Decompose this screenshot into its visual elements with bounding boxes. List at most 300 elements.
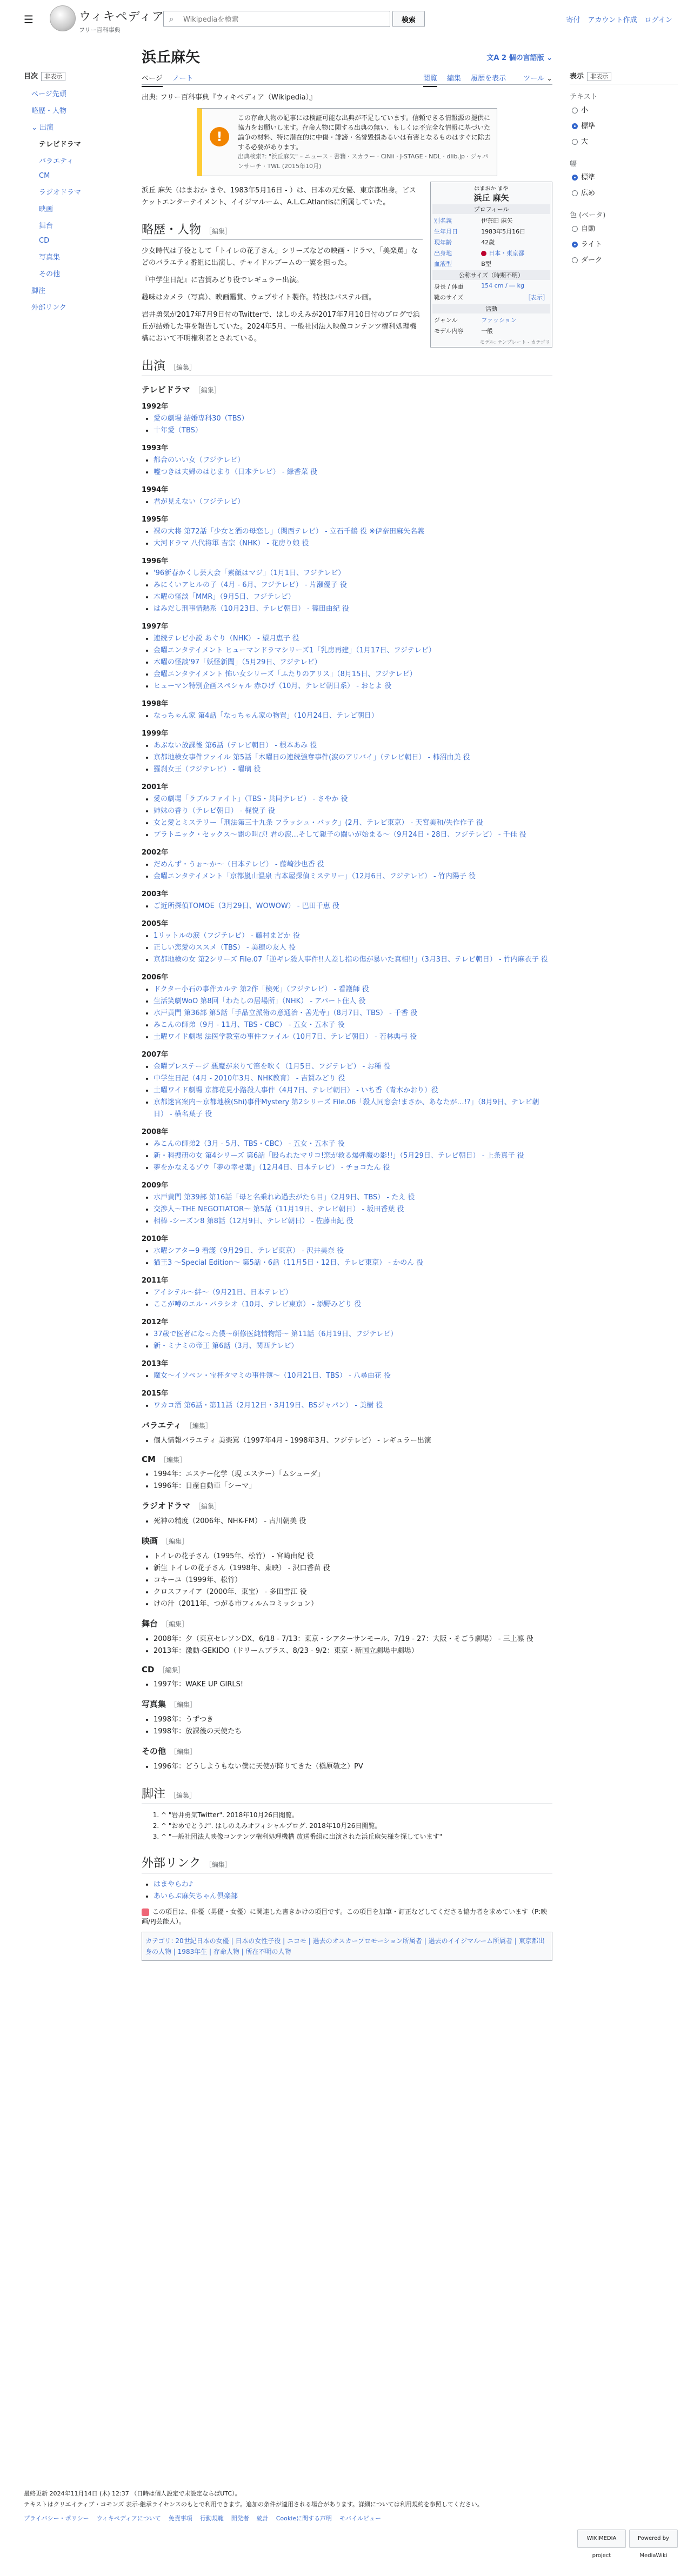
credit-item[interactable]: • 金曜プレステージ 悪魔が来りて笛を吹く（1月5日、フジテレビ） - お種 役 — [154, 1061, 552, 1073]
notice-text: この存命人物の記事には検証可能な出典が不足しています。信頼できる情報源の提供に協力をお願いします。存命人物に関する出典の無い、もしくは不完全な情報に基づいた論争の材料、特に潜在的に中傷・誹謗・名誉毀損あるいは有害となるものはすぐに除去する必要があります。 — [238, 114, 491, 151]
credit-item[interactable]: • 京都迷宮案内～京都地検(Shi)事件Mystery 第2シリーズ File.06「殺人同窓会!まさか、あなたが…!?」（8月9日、テレビ朝日） - 横名葉子 役 — [154, 1097, 552, 1120]
credit-list — [142, 413, 552, 437]
credit-item[interactable]: • ご近所探偵TOMOE（3月29日、WOWOW） - 巴田千恵 役 — [154, 900, 552, 912]
credit-list — [142, 1370, 552, 1382]
credit-list — [142, 793, 552, 841]
credit-item: • 1996年：日産自動車「シーマ」 — [154, 1480, 552, 1492]
year-heading: 2008年 — [142, 1128, 169, 1136]
maintenance-notice — [197, 108, 497, 176]
toc-item[interactable]: 略歴・人物 — [31, 107, 67, 115]
infobox-key: モデル内容 — [434, 328, 464, 335]
toc-header — [24, 70, 99, 81]
infobox-kana: はまおか まや — [474, 186, 509, 192]
text-size-large[interactable] — [572, 136, 678, 146]
edit-section-link[interactable]: ［編集］ — [170, 1748, 197, 1756]
section-heading-appearances — [142, 357, 552, 376]
credit-item[interactable]: • 水戸黄門 第39部 第16話「母と名乗れぬ過去がたら目」（2月9日、TBS） - たえ 役 — [154, 1192, 552, 1204]
warning-icon: ! — [210, 127, 229, 146]
section-heading-notes — [142, 1785, 552, 1804]
credit-list — [142, 1329, 552, 1352]
footer-link[interactable]: Cookieに関する声明 — [276, 2515, 332, 2522]
color-label: 色 (ベータ) — [570, 211, 606, 219]
credit-item: • 2008年：夕（東京セレソンDX、6/18 - 7/13：東京・シアターサンモール、7/19 - 27：大阪・そごう劇場） - 三上凛 役 — [154, 1633, 552, 1645]
subsection-heading-tv — [142, 384, 552, 395]
toc-item[interactable]: 外部リンク — [31, 304, 66, 312]
subsection-heading-radio — [142, 1500, 552, 1511]
year-heading: 1996年 — [142, 557, 169, 565]
year-heading: 1994年 — [142, 486, 169, 494]
heading-text: 写真集 — [142, 1699, 166, 1709]
credit-item[interactable]: • 正しい恋愛のススメ（TBS） - 美穂の友人 役 — [154, 942, 552, 954]
credit-list — [142, 1761, 552, 1773]
infobox-value-text[interactable]: 日本・東京都 — [489, 250, 525, 257]
bio-paragraph: 岩井勇気が2017年7月9日付のTwitterで、はしのえみが2017年7月10日付のブログで浜丘が結婚した事を報告していた。2024年5月、一般社団法人映像コンテンツ権利処理機構において不明権利者とされている。 — [142, 311, 420, 343]
infobox — [430, 182, 552, 348]
infobox-key: 現年齢 — [434, 239, 452, 246]
credit-item[interactable]: • 十年愛（TBS） — [154, 425, 552, 437]
year-heading: 1993年 — [142, 444, 169, 452]
toc-item[interactable]: 脚注 — [31, 287, 46, 295]
infobox-row — [432, 325, 550, 336]
credit-item[interactable]: • アイシテル～絆～（9月21日、日本テレビ） — [154, 1287, 552, 1299]
credit-list — [142, 455, 552, 478]
bio-paragraph: 少女時代は子役として「トイレの花子さん」シリーズなどの映画・ドラマ、「美楽罵」などのバラエティ番組に出演し、チャイドルブームの一翼を担った。 — [142, 247, 418, 267]
credit-item[interactable]: • 女と愛とミステリー「刑法第三十九条 フラッシュ・バック」(2月、テレビ東京） - 天宮美和/失作作子 役 — [154, 817, 552, 829]
year-heading: 2009年 — [142, 1182, 169, 1190]
reference-item[interactable]: 2. ^ "おめでとう♪". はしのえみオフィシャルブログ. 2018年10月26日閲覧。 — [161, 1820, 552, 1831]
color-dark[interactable] — [572, 254, 678, 264]
tab-read[interactable]: 閲覧 — [423, 75, 437, 87]
infobox-row — [432, 226, 550, 237]
credit-item[interactable]: • 中学生日記（4月 - 2010年3月、NHK教育） - 吉賀みどり 役 — [154, 1073, 552, 1085]
credit-list — [142, 1245, 552, 1269]
credit-list — [142, 1551, 552, 1610]
section-heading-bio — [142, 221, 423, 240]
credit-item[interactable]: • 愛の劇場 結婚専科30（TBS） — [154, 413, 552, 425]
references-list — [142, 1810, 552, 1842]
credit-item: • トイレの花子さん（1995年、松竹） - 宮崎由紀 役 — [154, 1551, 552, 1563]
credit-item[interactable]: • はみだし刑事情熱系（10月23日、テレビ朝日） - 篠田由紀 役 — [154, 603, 552, 615]
credit-item[interactable]: • みにくいアヒルの子（4月 - 6月、フジテレビ） - 片瀬優子 役 — [154, 579, 552, 591]
credit-item[interactable]: • 猫王3 ～Special Edition～ 第5話・6話（11月5日・12日、テレビ東京） - かのん 役 — [154, 1257, 552, 1269]
bio-paragraph: 『中学生日記』に吉賀みどり役でレギュラー出演。 — [142, 276, 304, 284]
notice-search-links[interactable]: 出典検索?: "浜丘麻矢" – ニュース · 書籍 · スカラー · CiNii · J-STAGE · NDL · dlib.jp · ジャパンサーチ · TWL (2015年10月) — [238, 153, 489, 170]
infobox-row — [432, 248, 550, 258]
credit-item[interactable]: • 木曜の怪談「MMR」（9月5日、フジテレビ） — [154, 591, 552, 603]
heading-text: ラジオドラマ — [142, 1501, 191, 1511]
appearance-panel — [570, 70, 678, 270]
subsection-heading-cd — [142, 1665, 552, 1674]
credit-item[interactable]: • 水曜シアター9 看護（9月29日、テレビ東京） - 沢井美奈 役 — [154, 1245, 552, 1257]
color-auto[interactable] — [572, 223, 678, 233]
infobox-section: プロフィール — [432, 204, 550, 214]
credit-item[interactable]: • 連続テレビ小説 あぐり（NHK） - 望月恵子 役 — [154, 633, 552, 645]
credit-list — [142, 900, 552, 912]
year-heading: 1995年 — [142, 516, 169, 524]
site-wordmark[interactable] — [79, 8, 164, 34]
footer-link[interactable]: モバイルビュー — [339, 2515, 382, 2522]
width-wide[interactable] — [572, 187, 678, 197]
edit-section-link[interactable]: ［編集］ — [194, 386, 221, 394]
credit-item: • 1998年：放課後の天使たち — [154, 1726, 552, 1738]
search-icon: ⌕ — [169, 14, 174, 24]
edit-section-link[interactable]: ［編集］ — [205, 1861, 231, 1868]
credit-list — [142, 1469, 552, 1492]
infobox-key: 生年月日 — [434, 228, 458, 235]
heading-text: バラエティ — [142, 1420, 182, 1430]
credit-item[interactable]: • なっちゃん家 第4話「なっちゃん家の物置」（10月24日、テレビ朝日） — [154, 710, 552, 722]
year-heading: 2015年 — [142, 1390, 169, 1398]
main-menu-icon[interactable]: ☰ — [24, 13, 34, 26]
infobox-table — [432, 215, 550, 269]
credit-item[interactable]: • 金曜エンタテイメント ヒューマンドラマシリーズ1「乳房再建」（1月17日、フジテレビ） — [154, 645, 552, 657]
appearance-title: 表示 — [570, 72, 584, 81]
toc-hide-button[interactable]: 非表示 — [41, 72, 65, 81]
infobox-value: 伊奈田 麻矢 — [481, 217, 513, 224]
footer-link[interactable]: プライバシー・ポリシー — [24, 2515, 89, 2522]
option-label: 大 — [581, 138, 589, 146]
category-box[interactable]: カテゴリ: 20世紀日本の女優 | 日本の女性子役 | ニコモ | 過去のオスカープロモーション所属者 | 過去のイイジマルーム所属者 | 東京都出身の人物 | 1983年生 | 存命人物 | 所在不明の人物 — [142, 1932, 552, 1961]
credit-item: • 1998年：うずつき — [154, 1714, 552, 1726]
year-heading: 2005年 — [142, 920, 169, 928]
subsection-heading-movie — [142, 1535, 552, 1546]
infobox-row — [432, 292, 550, 303]
credit-item[interactable]: • 京都地検の女 第2シリーズ File.07「逆ギレ殺人事件!!人差し指の傷が暴いた真相!!」（3月3日、テレビ朝日） - 竹内麻衣子 役 — [154, 954, 552, 966]
credit-list — [142, 740, 552, 776]
infobox-template-links[interactable]: モデル: テンプレート - カテゴリ — [479, 340, 550, 345]
credit-item[interactable]: • ドクター小石の事件カルテ 第2作「検死」（フジテレビ） - 看護師 役 — [154, 984, 552, 996]
external-link[interactable]: • あいらぶ麻矢ちゃん倶楽部 — [154, 1891, 552, 1903]
option-label: 小 — [581, 106, 589, 115]
heading-text: その他 — [142, 1746, 166, 1756]
article-body — [142, 45, 552, 1961]
toc-item[interactable]: バラエティ — [39, 157, 74, 165]
heading-text: 略歴・人物 — [142, 223, 202, 237]
credit-item: • 1994年：エステー化学（現 エステー）「ムシューダ」 — [154, 1469, 552, 1480]
language-button[interactable]: 文A 2 個の言語版 ⌄ — [486, 54, 552, 62]
edit-section-link[interactable]: ［編集］ — [185, 1422, 212, 1430]
toc-item[interactable]: 写真集 — [39, 253, 61, 262]
color-light[interactable] — [572, 238, 678, 249]
year-heading: 1998年 — [142, 700, 169, 708]
site-header — [0, 0, 694, 38]
year-heading: 1997年 — [142, 623, 169, 631]
license-text: テキストはクリエイティブ・コモンズ 表示-継承ライセンスのもとで利用できます。追加の条件が適用される場合があります。詳細については利用規約を参照してください。 — [24, 2501, 483, 2508]
infobox-key: ジャンル — [434, 317, 458, 324]
subsection-heading-cm — [142, 1454, 552, 1464]
credit-list — [142, 1714, 552, 1738]
infobox-value — [479, 248, 550, 258]
create-account-link[interactable]: アカウント作成 — [588, 16, 637, 24]
credit-item[interactable]: • 夢をかなえるゾウ「夢の幸せ薬」（12月4日、日本テレビ） - チョコたん 役 — [154, 1162, 552, 1174]
credit-list — [142, 568, 552, 615]
donate-link[interactable]: 寄付 — [566, 16, 580, 24]
infobox-row — [432, 237, 550, 248]
tab-history[interactable]: 履歴を表示 — [471, 75, 506, 83]
infobox-measure-table — [432, 281, 550, 303]
credit-item: • 1997年：WAKE UP GIRLS! — [154, 1679, 552, 1691]
credit-item[interactable]: • 交渉人～THE NEGOTIATOR～ 第5話（11月19日、テレビ朝日） - 坂田香葉 役 — [154, 1204, 552, 1216]
edit-section-link[interactable]: ［編集］ — [170, 1701, 197, 1709]
footer — [24, 2488, 672, 2524]
page-tabs — [142, 68, 552, 85]
year-heading: 2010年 — [142, 1235, 169, 1243]
credit-item[interactable]: • 新・ミナミの帝王 第6話（3月、関西テレビ） — [154, 1340, 552, 1352]
credit-item[interactable]: • ワカコ酒 第6話・第11話（2月12日・3月19日、BSジャパン） - 美樹 役 — [154, 1400, 552, 1412]
edit-section-link[interactable]: ［編集］ — [195, 1503, 221, 1510]
bio-paragraph: 趣味はカメラ（写真）、映画鑑賞、ウェブサイト製作。特技はパステル画。 — [142, 293, 376, 302]
width-standard[interactable] — [572, 171, 678, 182]
toc-item[interactable]: ページ先頭 — [31, 90, 66, 98]
credit-item[interactable]: • 金曜エンタテイメント 怖い女シリーズ「ふたりのアリス」（8月15日、フジテレビ） — [154, 669, 552, 680]
radio-icon — [572, 190, 578, 196]
infobox-key: 身長 / 体重 — [434, 283, 464, 290]
page-title: 浜丘麻矢 — [142, 49, 200, 66]
edit-section-link[interactable]: ［編集］ — [205, 228, 232, 235]
credit-item[interactable]: • '96新春かくし芸大会「素顔はマジ」（1月1日、フジテレビ） — [154, 568, 552, 579]
radio-icon — [572, 257, 578, 263]
credit-list — [142, 1138, 552, 1174]
user-links — [560, 14, 672, 24]
text-size-standard[interactable] — [572, 120, 678, 130]
tab-edit[interactable]: 編集 — [446, 75, 461, 83]
toc-item[interactable]: ⌄ 出演 — [31, 124, 54, 132]
article-content — [142, 185, 552, 345]
credit-item[interactable]: • 大河ドラマ 八代将軍 吉宗（NHK） - 花房り娘 役 — [154, 538, 552, 550]
mediawiki-badge[interactable]: Powered by MediaWiki — [629, 2530, 678, 2548]
credit-item[interactable]: • ここが噂のエル・パラシオ（10月、テレビ東京） - 添野みどり 役 — [154, 1299, 552, 1311]
credit-item: • 死神の精度（2006年、NHK-FM） - 古川朝美 役 — [154, 1516, 552, 1527]
toc-item[interactable]: 映画 — [39, 205, 54, 213]
credit-item[interactable]: • プラトニック・セックス～闇の叫び! 君の涙…そして親子の闘いが始まる～（9月24日・28日、フジテレビ） - 千佳 役 — [154, 829, 552, 841]
wikimedia-badge[interactable]: WIKIMEDIA project — [577, 2530, 626, 2548]
footer-link[interactable]: ウィキペディアについて — [96, 2515, 161, 2522]
credit-item[interactable]: • 1リットルの涙（フジテレビ） - 藤村まどか 役 — [154, 930, 552, 942]
credit-item[interactable]: • みこんの師弟2（3月 - 5月、TBS・CBC） - 五女・五木子 役 — [154, 1138, 552, 1150]
year-heading: 1999年 — [142, 730, 169, 738]
japan-flag-icon — [481, 251, 486, 256]
toc-item[interactable]: 舞台 — [39, 222, 54, 230]
edit-section-link[interactable]: ［編集］ — [162, 1538, 189, 1545]
actor-stub-icon — [142, 1908, 149, 1916]
year-heading: 2012年 — [142, 1318, 169, 1326]
intro-paragraph: 浜丘 麻矢（はまおか まや、1983年5月16日 - ）は、日本の元女優、東京都出身。ビスケットエンターテイメント、イイジマルーム、A.L.C.Atlantisに所属していた。 — [142, 186, 416, 206]
edit-section-link[interactable]: ［編集］ — [170, 364, 196, 371]
subsection-heading-photo — [142, 1698, 552, 1710]
credit-item: • 個人情報バラエティ 美楽罵（1997年4月 - 1998年3月、フジテレビ） - レギュラー出演 — [154, 1435, 552, 1447]
credit-item: • 新生 トイレの花子さん（1998年、東映） - 沢口香苗 役 — [154, 1563, 552, 1574]
credit-item: • コキーユ（1999年、松竹） — [154, 1574, 552, 1586]
infobox-row — [432, 215, 550, 226]
infobox-key: 出身地 — [434, 250, 452, 257]
footer-link[interactable]: 行動規範 — [199, 2515, 224, 2522]
subsection-heading-other — [142, 1745, 552, 1757]
year-heading: 2002年 — [142, 849, 169, 857]
credit-list — [142, 1287, 552, 1311]
credit-item[interactable]: • 姉妹の香り（テレビ朝日） - 梶悦子 役 — [154, 805, 552, 817]
appearance-hide-button[interactable]: 非表示 — [587, 72, 611, 81]
external-link[interactable]: • はまやらわ♪ — [154, 1879, 552, 1891]
other-credits — [142, 1419, 552, 1773]
heading-text: 出演 — [142, 359, 166, 373]
credit-item[interactable]: • 土曜ワイド劇場 京都花見小路殺人事件（4月7日、テレビ朝日） - いち香（青木かおり）役 — [154, 1085, 552, 1097]
site-title: ウィキペディア — [79, 10, 164, 24]
credit-item[interactable]: • みこんの師弟（9月 - 11月、TBS・CBC） - 五女・五木子 役 — [154, 1019, 552, 1031]
option-label: 標準 — [581, 173, 596, 182]
credit-item: • 1996年：どうしようもない僕に天使が降りてきた（槇原敬之）PV — [154, 1761, 552, 1773]
tab-talk[interactable]: ノート — [172, 75, 193, 83]
radio-selected-icon — [572, 123, 578, 129]
credit-item[interactable]: • 水戸黄門 第36部 第5話「手品立派術の意通治・善光寺」（8月7日、TBS） - 千香 役 — [154, 1007, 552, 1019]
section-heading-links — [142, 1854, 552, 1873]
option-label: ダーク — [581, 256, 603, 264]
title-bar — [142, 45, 552, 66]
infobox-row — [432, 281, 550, 292]
radio-icon — [572, 108, 578, 114]
credit-item[interactable]: • 木曜の怪談'97「妖怪新聞」（5月29日、フジテレビ） — [154, 657, 552, 669]
credit-list — [142, 930, 552, 966]
infobox-activity-head: 活動 — [432, 304, 550, 313]
credit-list — [142, 1679, 552, 1691]
search-input[interactable] — [182, 14, 384, 25]
infobox-value: 154 cm / ― kg — [481, 282, 524, 289]
year-heading: 2011年 — [142, 1277, 169, 1285]
infobox-name: 浜丘 麻矢 — [473, 193, 509, 203]
infobox-row — [432, 258, 550, 269]
last-updated: 最終更新 2024年11月14日 (木) 12:37 （日時は個人設定で未設定ならばUTC）。 — [24, 2490, 241, 2497]
infobox-value: B型 — [481, 261, 491, 268]
heading-text: CM — [142, 1454, 156, 1464]
stub-notice — [142, 1907, 552, 1926]
credit-item[interactable]: • 嘘つきは夫婦のはじまり（日本テレビ） - 緑香菜 役 — [154, 466, 552, 478]
source-note: 出典: フリー百科事典『ウィキペディア（Wikipedia）』 — [142, 94, 317, 102]
infobox-value: 一般 — [481, 328, 493, 335]
heading-text: テレビドラマ — [142, 385, 190, 395]
credit-item[interactable]: • 裸の大将 第72話「少女と酒の母恋し」（関西テレビ） - 立石千鶴 役 ※伊奈田麻矢名義 — [154, 526, 552, 538]
language-button-label: 2 個の言語版 — [502, 54, 544, 62]
year-heading: 2006年 — [142, 973, 169, 982]
toc-item[interactable]: その他 — [39, 270, 61, 278]
credit-list — [142, 1400, 552, 1412]
subsection-heading-variety — [142, 1419, 552, 1431]
table-of-contents — [24, 70, 99, 318]
bio-paragraphs — [142, 245, 423, 345]
credit-item[interactable]: • 金曜エンタテイメント「京都嵐山温泉 古本屋探偵ミステリー」（12月6日、フジテレビ） - 竹内陽子 役 — [154, 871, 552, 883]
infobox-row — [432, 315, 550, 325]
credit-item[interactable]: • だめんず・うぉ～か～（日本テレビ） - 藤崎沙也香 役 — [154, 859, 552, 871]
search-box — [163, 11, 390, 27]
infobox-show-toggle[interactable]: ［表示］ — [525, 294, 549, 301]
footer-links — [24, 2513, 672, 2524]
credit-item[interactable]: • 土曜ワイド劇場 法医学教室の事件ファイル（10月7日、テレビ朝日） - 若林典弓 役 — [154, 1031, 552, 1043]
year-heading: 1992年 — [142, 403, 169, 411]
width-label: 幅 — [570, 160, 577, 168]
radio-selected-icon — [572, 242, 578, 248]
year-heading: 2007年 — [142, 1051, 169, 1059]
infobox-value: 42歳 — [481, 239, 495, 246]
credit-list — [142, 633, 552, 692]
credit-list — [142, 984, 552, 1043]
edit-section-link[interactable]: ［編集］ — [162, 1620, 189, 1628]
option-label: ライト — [581, 241, 602, 249]
infobox-value[interactable]: ファッション — [481, 317, 517, 324]
text-size-small[interactable] — [572, 104, 678, 115]
credit-list — [142, 526, 552, 550]
radio-selected-icon — [572, 175, 578, 181]
credit-list — [142, 1435, 552, 1447]
credit-item[interactable]: • ヒューマン特別企画スペシャル 赤ひげ（10月、テレビ朝日系） - おとよ 役 — [154, 680, 552, 692]
heading-text: 脚注 — [142, 1787, 166, 1801]
tab-page[interactable]: ページ — [142, 75, 163, 87]
external-links-list — [142, 1879, 552, 1903]
credit-item[interactable]: • 新・科捜研の女 第4シリーズ 第6話「殴られたマリコ!恋が救る爆弾魔の影!!」（5月29日、テレビ朝日） - 上条真子 役 — [154, 1150, 552, 1162]
radio-icon — [572, 226, 578, 232]
tv-drama-list — [142, 401, 552, 1412]
credit-item[interactable]: • 羅刹女王（フジテレビ） - 曜璃 役 — [154, 764, 552, 776]
credit-list — [142, 859, 552, 883]
toc-item[interactable]: ラジオドラマ — [39, 189, 82, 197]
credit-item[interactable]: • 君が見えない（フジテレビ） — [154, 496, 552, 508]
footer-link[interactable]: 免責事項 — [168, 2515, 192, 2522]
credit-list — [142, 496, 552, 508]
credit-list — [142, 1633, 552, 1657]
subsection-heading-stage — [142, 1618, 552, 1629]
search-button[interactable]: 検索 — [392, 11, 425, 27]
login-link[interactable]: ログイン — [644, 16, 672, 24]
option-label: 広め — [581, 189, 596, 197]
credit-list — [142, 1192, 552, 1227]
edit-section-link[interactable]: ［編集］ — [170, 1792, 196, 1799]
toc-title: 目次 — [24, 72, 38, 81]
toc-item[interactable]: CD — [39, 237, 50, 245]
toc-item[interactable]: CM — [39, 172, 50, 180]
infobox-key: 血液型 — [434, 261, 452, 268]
credit-item[interactable]: • 魔女～イソペン・宝杯タマミの事件簿～（10月21日、TBS） - 八尋由花 役 — [154, 1370, 552, 1382]
year-heading: 2001年 — [142, 783, 169, 791]
tools-label: ツール — [523, 75, 544, 83]
credit-item[interactable]: • 愛の劇場「ラブルファイト」（TBS・共同テレビ） - さやか 役 — [154, 793, 552, 805]
toc-item[interactable]: テレビドラマ — [39, 141, 81, 149]
wikipedia-logo[interactable] — [50, 5, 76, 31]
stub-text: この項目は、俳優（男優・女優）に関連した書きかけの項目です。この項目を加筆・訂正などしてくださる協力者を求めています（P:映画/PJ芸能人）。 — [142, 1908, 548, 1925]
credit-item[interactable]: • あぶない放課後 第6話（テレビ朝日） - 根本あみ 役 — [154, 740, 552, 752]
infobox-activity-table — [432, 315, 550, 336]
year-heading: 2013年 — [142, 1360, 169, 1368]
credit-item[interactable]: • 都合のいい女（フジテレビ） — [154, 455, 552, 466]
credit-item[interactable]: • 相棒 -シーズン8 第8話（12月9日、テレビ朝日） - 佐藤由紀 役 — [154, 1216, 552, 1227]
footer-link[interactable]: 開発者 — [231, 2515, 249, 2522]
reference-item[interactable]: 3. ^ "一般社団法人映像コンテンツ権利処理機構 放送番組に出演された浜丘麻矢様を探しています" — [161, 1831, 552, 1842]
infobox-measure-head: 公称サイズ（時期不明） — [432, 270, 550, 280]
credit-item[interactable]: • 京都地検女事件ファイル 第5話「木曜日の連続強奪事件(涙のアリバイ」（テレビ朝日） - 柿沼由美 役 — [154, 752, 552, 764]
credit-item: • クロスファイア（2000年、東宝） - 多田雪江 役 — [154, 1586, 552, 1598]
credit-list — [142, 1516, 552, 1527]
edit-section-link[interactable]: ［編集］ — [159, 1456, 186, 1464]
credit-item: • けの汁（2011年、つがる市フィルムコミッション） — [154, 1598, 552, 1610]
heading-text: 外部リンク — [142, 1857, 201, 1870]
footer-link[interactable]: 統計 — [256, 2515, 269, 2522]
tools-menu[interactable]: ツール ⌄ — [523, 75, 552, 83]
option-label: 標準 — [581, 122, 596, 130]
credit-item[interactable]: • 生活笑劇WoO 第8回「わたしの居場所」（NHK） - アパート住人 役 — [154, 996, 552, 1007]
edit-section-link[interactable]: ［編集］ — [158, 1666, 185, 1674]
heading-text: CD — [142, 1665, 155, 1674]
heading-text: 舞台 — [142, 1619, 158, 1629]
reference-item[interactable]: 1. ^ "岩井勇気Twitter". 2018年10月26日閲覧。 — [161, 1810, 552, 1820]
infobox-value: 1983年5月16日 — [481, 228, 526, 235]
credit-item: • 2013年：激動-GEKIDO（ドリームプラス、8/23 - 9/2：東京・新国立劇場中劇場） — [154, 1645, 552, 1657]
credit-item[interactable]: • 37歳で医者になった僕～研修医純情物語～ 第11話（6月19日、フジテレビ） — [154, 1329, 552, 1340]
